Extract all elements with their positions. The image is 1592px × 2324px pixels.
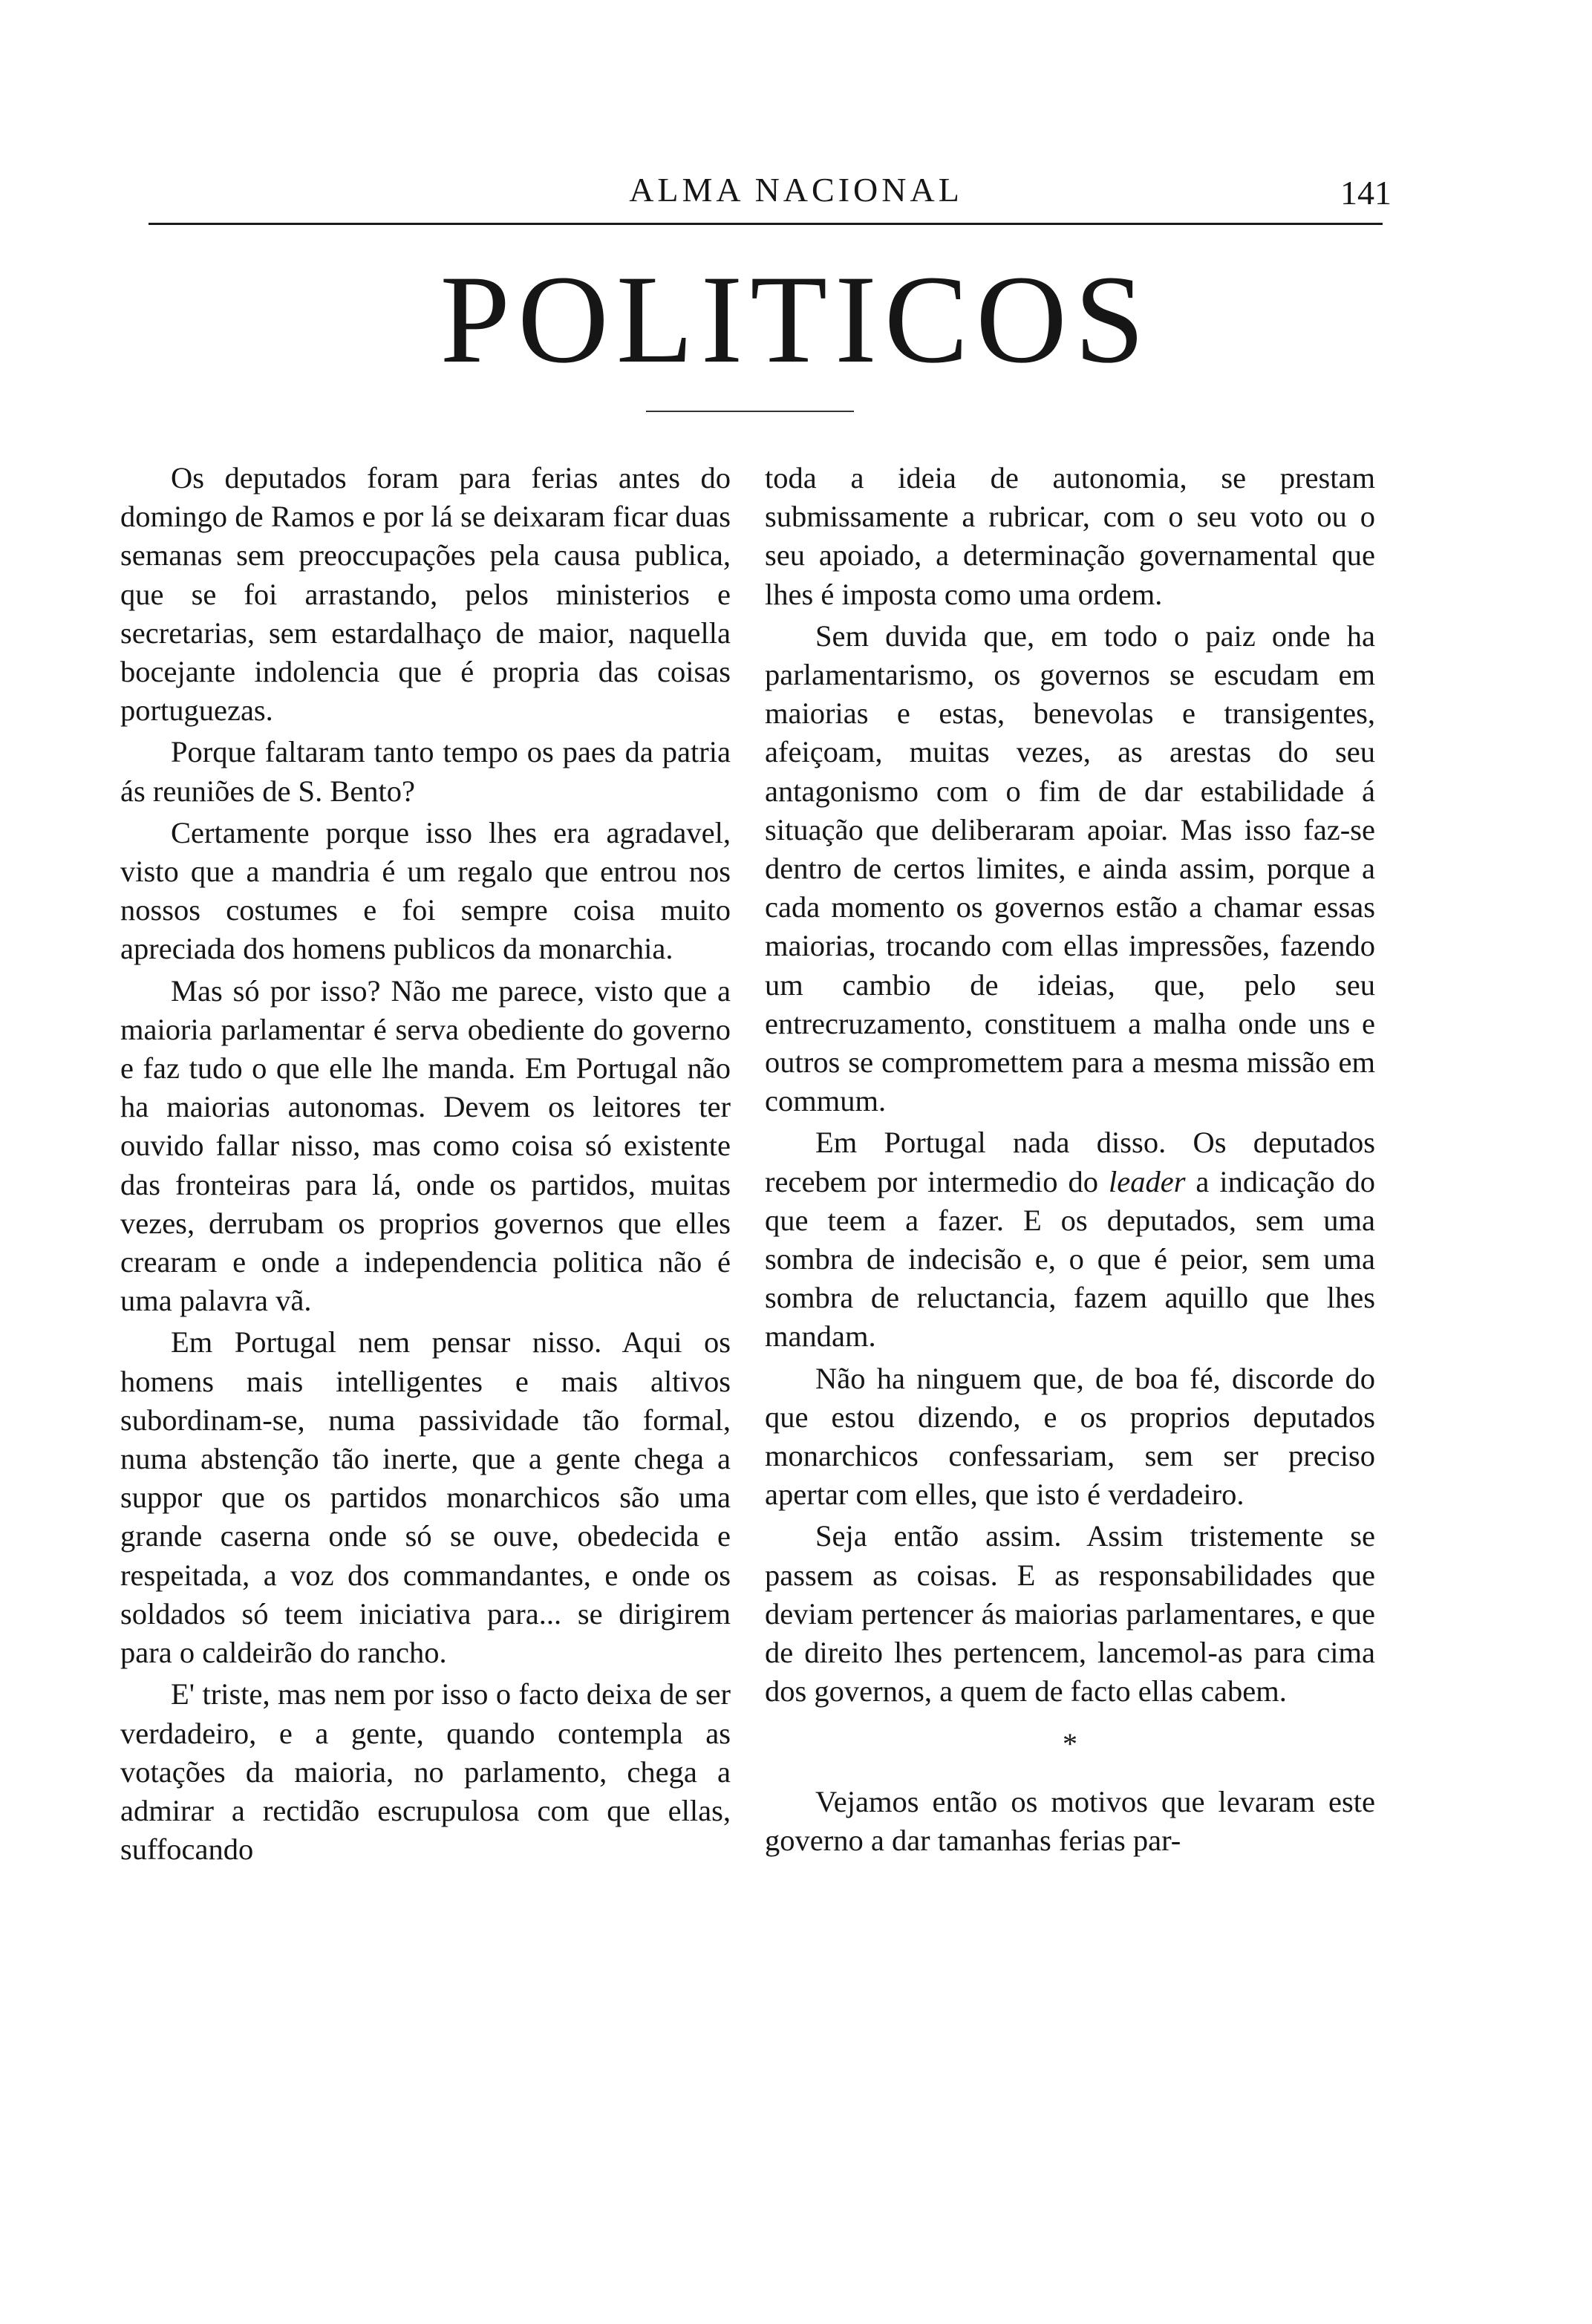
paragraph: Seja então assim. Assim tristemente se passem as coisas. E as responsabilidades que deviam pertencer ás maiorias parlamentares, e que de direito lhes pertencem, lancemol-as para cima dos governos, a quem de facto ellas cabem.: [765, 1519, 1375, 1708]
paragraph: Certamente porque isso lhes era agradavel, visto que a mandria é um regalo que entrou nos nossos costumes e foi sempre coisa muito apreciada dos homens publicos da monarchia.: [120, 815, 731, 966]
paragraph: E' triste, mas nem por isso o facto deixa de ser verdadeiro, e a gente, quando contempla as votações da maioria, no parlamento, chega a admirar a rectidão escrupulosa com que ellas, suffocando: [120, 1677, 731, 1867]
paragraph-leader: [765, 1123, 1375, 1356]
paragraph-continuation: toda a ideia de autonomia, se prestam submissamente a rubricar, com o seu voto ou o seu apoiado, a determinação governamental que lhes é imposta como uma ordem.: [765, 461, 1375, 611]
paragraph: Não ha ninguem que, de boa fé, discorde do que estou dizendo, e os proprios deputados monarchicos confessariam, sem ser preciso apertar com elles, que isto é verdadeiro.: [765, 1361, 1375, 1512]
section-separator: *: [1063, 1726, 1077, 1760]
article-title: POLITICOS: [440, 249, 1152, 389]
paragraph: Vejamos então os motivos que levaram este governo a dar tamanhas ferias par-: [765, 1784, 1375, 1857]
paragraph: Em Portugal nem pensar nisso. Aqui os homens mais intelligentes e mais altivos subordinam-se, numa passividade tão formal, numa abstenção tão inerte, que a gente chega a suppor que os partidos monarchicos são uma grande caserna onde só se ouve, obedecida e respeitada, a voz dos commandantes, e onde os soldados só teem iniciativa para... se dirigirem para o caldeirão do rancho.: [120, 1325, 731, 1670]
title-rule: [646, 411, 854, 412]
right-column: [765, 459, 1375, 1860]
paragraph: Sem duvida que, em todo o paiz onde ha parlamentarismo, os governos se escudam em maiorias e estas, benevolas e transigentes, afeiçoam, muitas vezes, as arestas do seu antagonismo com o fim de dar estabilidade á situação que deliberaram apoiar. Mas isso faz-se dentro de certos limites, e ainda assim, porque a cada momento os governos estão a chamar essas maiorias, trocando com ellas impressões, fazendo um cambio de ideias, que, pelo seu entrecruzamento, constituem a malha onde uns e outros se compromettem para a mesma missão em commum.: [765, 618, 1375, 1118]
left-column: [120, 459, 731, 1869]
paragraph: Os deputados foram para ferias antes do domingo de Ramos e por lá se deixaram ficar duas semanas sem preoccupações pela causa publica, que se foi arrastando, pelos ministerios e secretarias, sem estardalhaço de maior, naquella bocejante indolencia que é propria das coisas portuguezas.: [120, 461, 731, 728]
header-rule: [149, 223, 1383, 225]
text-run: Em Portugal nada disso. Os deputados recebem por intermedio do: [765, 1126, 1375, 1198]
text-run: a indicação do que teem a fazer. E os deputados, sem uma sombra de indecisão e, o que é peior, sem uma sombra de reluctancia, fazem aquillo que lhes mandam.: [765, 1164, 1376, 1354]
paragraph: Porque faltaram tanto tempo os paes da patria ás reuniões de S. Bento?: [120, 735, 731, 808]
publication-title: ALMA NACIONAL: [629, 171, 963, 209]
page-number: 141: [1340, 174, 1392, 212]
paragraph: Mas só por isso? Não me parece, visto que a maioria parlamentar é serva obediente do governo e faz tudo o que elle lhe manda. Em Portugal não ha maiorias autonomas. Devem os leitores ter ouvido fallar nisso, mas como coisa só existente das fronteiras para lá, onde os partidos, muitas vezes, derrubam os proprios governos que elles crearam e onde a independencia politica não é uma palavra vã.: [120, 973, 731, 1318]
italic-term: leader: [1108, 1164, 1186, 1198]
